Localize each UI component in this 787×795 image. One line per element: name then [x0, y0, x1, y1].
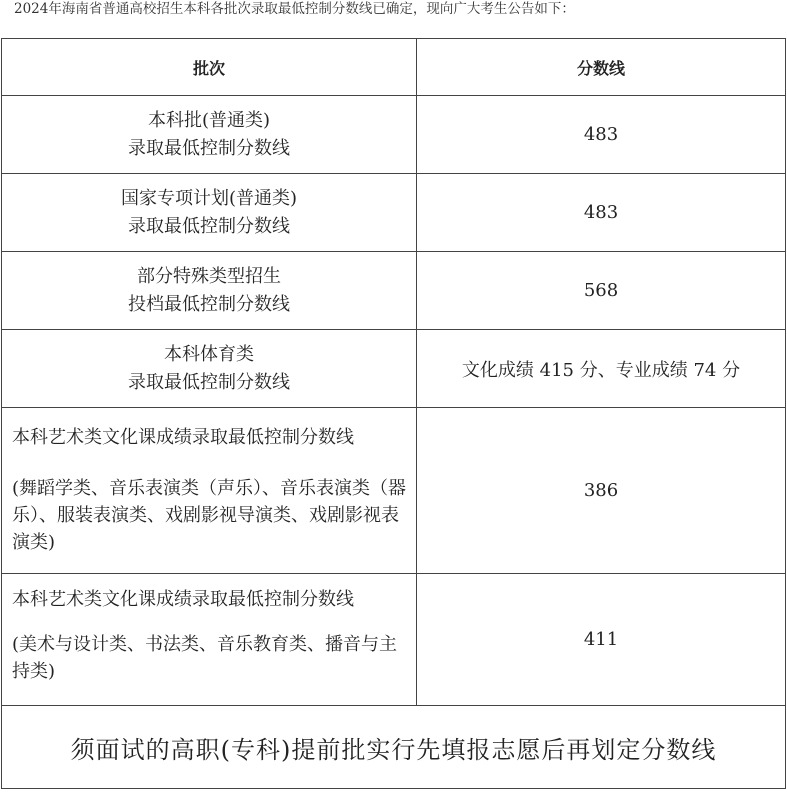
batch-line1: 国家专项计划(普通类) [120, 187, 298, 209]
table-row [2, 174, 786, 252]
table-header-row [2, 39, 786, 96]
score-cell: 483 [417, 174, 786, 252]
header-batch: 批次 [2, 39, 417, 96]
art-batch-cell [2, 574, 417, 706]
batch-line1: 本科批(普通类) [147, 109, 271, 131]
batch-line2: 录取最低控制分数线 [128, 215, 290, 237]
score-cell: 386 [417, 408, 786, 574]
score-cell: 文化成绩 415 分、专业成绩 74 分 [417, 330, 786, 408]
batch-cell [2, 252, 417, 330]
batch-line2: 录取最低控制分数线 [128, 137, 290, 159]
art-title: 本科艺术类文化课成绩录取最低控制分数线 [12, 589, 354, 610]
table-row [2, 574, 786, 706]
score-table [1, 38, 786, 789]
batch-line2: 录取最低控制分数线 [128, 371, 290, 393]
batch-cell [2, 174, 417, 252]
table-row [2, 408, 786, 574]
art-category-list: (美术与设计类、书法类、音乐教育类、播音与主持类) [12, 634, 398, 682]
art-title: 本科艺术类文化课成绩录取最低控制分数线 [12, 427, 354, 448]
art-category-list: (舞蹈学类、音乐表演类（声乐）、音乐表演类（器乐）、服装表演类、戏剧影视导演类、戏剧影视表演类) [12, 478, 407, 553]
batch-line1: 本科体育类 [164, 343, 254, 365]
batch-cell [2, 330, 417, 408]
header-score: 分数线 [417, 39, 786, 96]
score-cell: 568 [417, 252, 786, 330]
batch-line2: 投档最低控制分数线 [128, 293, 290, 315]
art-batch-cell [2, 408, 417, 574]
table-row [2, 252, 786, 330]
batch-line1: 部分特殊类型招生 [137, 265, 281, 287]
footer-note: 须面试的高职(专科)提前批实行先填报志愿后再划定分数线 [2, 706, 786, 789]
batch-cell [2, 96, 417, 174]
score-cell: 483 [417, 96, 786, 174]
score-cell: 411 [417, 574, 786, 706]
table-footer-row [2, 706, 786, 789]
table-row [2, 330, 786, 408]
table-row [2, 96, 786, 174]
intro-text: 2024年海南省普通高校招生本科各批次录取最低控制分数线已确定，现向广大考生公告如下： [14, 1, 575, 17]
